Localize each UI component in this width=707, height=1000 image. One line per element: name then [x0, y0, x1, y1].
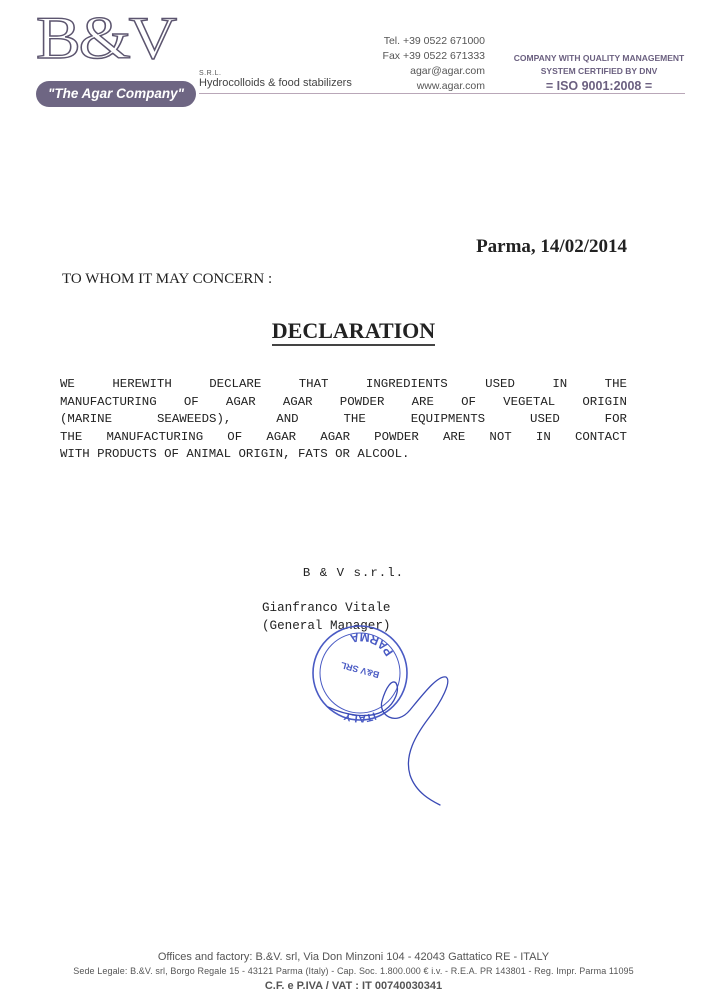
stamp-text-top: ITALY [342, 709, 378, 725]
signature-company: B & V s.r.l. [302, 566, 405, 580]
company-stamp-and-signature [300, 615, 460, 815]
declaration-line: MANUFACTURING OF AGAR AGAR POWDER ARE OF VEGETAL ORIGIN [60, 394, 627, 409]
logo-suffix: S.R.L. [199, 70, 222, 77]
declaration-line: THE MANUFACTURING OF AGAR AGAR POWDER ARE NOT IN CONTACT [60, 429, 627, 444]
contact-fax: Fax +39 0522 671333 [382, 50, 485, 62]
declaration-body [60, 376, 627, 464]
svg-text:PARMA [343, 623, 399, 661]
quality-line-2: SYSTEM CERTIFIED BY DNV [540, 66, 658, 76]
footer-vat: C.F. e P.IVA / VAT : IT 00740030341 [264, 980, 443, 992]
tagline-badge: "The Agar Company" [36, 81, 196, 107]
footer-offices: Offices and factory: B.&V. srl, Via Don Minzoni 104 - 42043 Gattatico RE - ITALY [157, 951, 550, 963]
declaration-line: (MARINE SEAWEEDS), AND THE EQUIPMENTS USED FOR [60, 412, 627, 427]
contact-website: www.agar.com [416, 80, 485, 92]
letter-addressee: TO WHOM IT MAY CONCERN : [62, 271, 273, 287]
stamp-icon [313, 623, 407, 724]
header-divider [199, 93, 685, 94]
handwritten-signature [328, 677, 448, 805]
contact-tel: Tel. +39 0522 671000 [383, 35, 485, 47]
stamp-text-middle: B&V SRL [339, 660, 381, 680]
logo-wordmark: B&V [36, 5, 175, 71]
svg-text:ITALY [342, 709, 378, 724]
signer-role: (General Manager) [262, 619, 391, 633]
declaration-line: WE HEREWITH DECLARE THAT INGREDIENTS USED IN THE [60, 377, 627, 391]
quality-line-1: COMPANY WITH QUALITY MANAGEMENT [513, 53, 685, 63]
document-title-text: DECLARATION [272, 318, 435, 346]
stamp-text-bottom: PARMA [346, 629, 396, 659]
declaration-line: WITH PRODUCTS OF ANIMAL ORIGIN, FATS OR ALCOOL. [60, 447, 410, 462]
contact-block [383, 34, 485, 94]
signer-name: Gianfranco Vitale [262, 601, 391, 615]
quality-certification [509, 52, 689, 94]
footer-legal: Sede Legale: B.&V. srl, Borgo Regale 15 - 43121 Parma (Italy) - Cap. Soc. 1.800.000 € i.v. - R.E.A. PR 143801 - Reg. Impr. Parma 11095 [73, 966, 634, 976]
letter-date: Parma, 14/02/2014 [476, 236, 627, 257]
company-subtitle: Hydrocolloids & food stabilizers [199, 77, 352, 89]
contact-email: agar@agar.com [410, 65, 485, 77]
quality-iso: = ISO 9001:2008 = [545, 79, 653, 93]
document-title [0, 318, 707, 344]
